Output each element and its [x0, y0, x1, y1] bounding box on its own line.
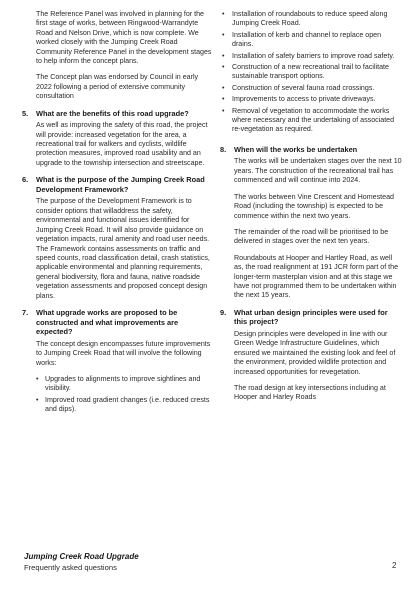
- list-item: • Improvements to access to private driveways.: [222, 95, 376, 104]
- faq-8-paragraph-4: Roundabouts at Hooper and Hartley Road, as well as, the road realignment at 191 JCR form part of the longer-term masterplan vision and at this stage we have not programmed them to be undertaken within the next 15 years.: [234, 253, 399, 300]
- faq-9: [222, 308, 402, 403]
- faq-8: [222, 145, 402, 301]
- faq-8-paragraph-1: The works will be undertaken stages over the next 10 years. The construction of the recreational trail has commenced and will continue into 2024.: [234, 157, 402, 185]
- bullet-icon: •: [222, 10, 225, 18]
- faq-5-question: [24, 109, 214, 119]
- faq-8-question-text: When will the works be undertaken: [234, 144, 358, 154]
- faq-9-question-text: What urban design principles were used for this project?: [234, 307, 388, 327]
- bullet-icon: •: [222, 63, 225, 72]
- faq-7-works-list: [36, 375, 214, 415]
- faq-7-answer: The concept design encompasses future improvements to Jumping Creek Road that will involve the following works:: [36, 339, 211, 367]
- list-item: • Removal of vegetation to accommodate the works where necessary and the undertaking of associated re-vegetation as required.: [222, 106, 395, 134]
- bullet-icon: •: [222, 83, 225, 92]
- list-item: • Installation of kerb and channel to replace open drains.: [222, 30, 382, 49]
- faq-8-paragraph-3: The remainder of the road will be prioritised to be delivered in stages over the next ten years.: [234, 227, 389, 246]
- right-column: [222, 10, 402, 410]
- list-item: • Construction of several fauna road crossings.: [222, 83, 375, 92]
- list-item: • Improved road gradient changes (i.e. reduced crests and dips).: [36, 395, 210, 414]
- bullet-icon: •: [36, 395, 39, 404]
- faq-5-answer: As well as improving the safety of this road, the project will provide: increased vegetation for the area, a recreational trail for walkers and cyclists, wildlife protection measures, improved road usability and an upgrade to the township intersection and streetscape.: [36, 121, 208, 167]
- bullet-icon: •: [222, 95, 225, 104]
- faq-8-paragraph-2: The works between Vine Crescent and Homestead Road (including the township) is expected to be commence within the next two years.: [234, 192, 394, 220]
- faq-5: [24, 109, 214, 169]
- footer-title: Jumping Creek Road Upgrade: [24, 552, 139, 561]
- faq-6-answer-1: The purpose of the Development Framework is to consider options that willaddress the safety, environmental and functional issues identified for Jumping Creek Road. It will also provide guidance on vegetation impacts, rural amenity and road user needs.: [36, 197, 210, 244]
- faq-5-question-text: What are the benefits of this road upgrade?: [36, 108, 189, 118]
- list-item: • Installation of safety barriers to improve road safety.: [222, 51, 395, 60]
- page-number: 2: [392, 561, 397, 570]
- faq-9-question: [222, 308, 402, 327]
- bullet-icon: •: [222, 51, 225, 60]
- list-item: • Installation of roundabouts to reduce speed along Jumping Creek Road.: [222, 10, 388, 28]
- faq-6-answer-2: The Framework contains assessments on traffic and speed counts, road classification detail, crash statistics, applicable environmental and planning requirements, general biodiversity, flora and fauna, native roadside vegetation assessments and proposed concept design plans.: [36, 244, 210, 300]
- bullet-icon: •: [222, 30, 225, 39]
- faq-7-number: 7.: [22, 307, 29, 317]
- faq-9-paragraph-1: Design principles were developed in line with our Green Wedge Infrastructure Guidelines, which ensured we maintained the existing look and feel of the environment, provided wildlife protection and increased opportunities for revegetation.: [234, 329, 396, 376]
- bullet-icon: •: [222, 106, 225, 115]
- faq-7-question: [24, 308, 214, 337]
- faq-6-question: [24, 175, 214, 194]
- faq-6-number: 6.: [22, 175, 29, 185]
- faq-6: [24, 175, 214, 301]
- faq-9-number: 9.: [220, 307, 227, 317]
- intro-section: [36, 10, 214, 102]
- faq-8-question: [222, 145, 402, 155]
- footer-subtitle: Frequently asked questions: [24, 563, 117, 572]
- faq-5-number: 5.: [22, 108, 29, 118]
- list-item: • Upgrades to alignments to improve sightlines and visibility.: [36, 374, 201, 393]
- faq-6-question-text: What is the purpose of the Jumping Creek Road Development Framework?: [36, 175, 205, 194]
- faq-7: [24, 308, 214, 415]
- faq-8-number: 8.: [220, 144, 227, 154]
- faq-7-question-text: What upgrade works are proposed to be constructed and what improvements are expected?: [36, 307, 179, 337]
- left-column: [24, 10, 214, 421]
- faq-7-works-list-continued: [222, 10, 402, 135]
- intro-paragraph-1: The Reference Panel was involved in planning for the first stage of works, between Ringwood-Warrandyte Road and Nelson Drive, which is now complete. We worked closely with the Jumping Creek Road Community Reference Panel in the development stages to help inform the concept plans.: [36, 10, 212, 66]
- list-item: • Construction of a new recreational trail to facilitate sustainable transport options.: [222, 63, 389, 81]
- intro-paragraph-2: The Concept plan was endorsed by Council in early 2022 following a period of extensive community consultation: [36, 73, 199, 101]
- bullet-icon: •: [36, 374, 39, 383]
- faq-9-paragraph-2: The road design at key intersections including at Hooper and Harley Roads: [234, 383, 386, 402]
